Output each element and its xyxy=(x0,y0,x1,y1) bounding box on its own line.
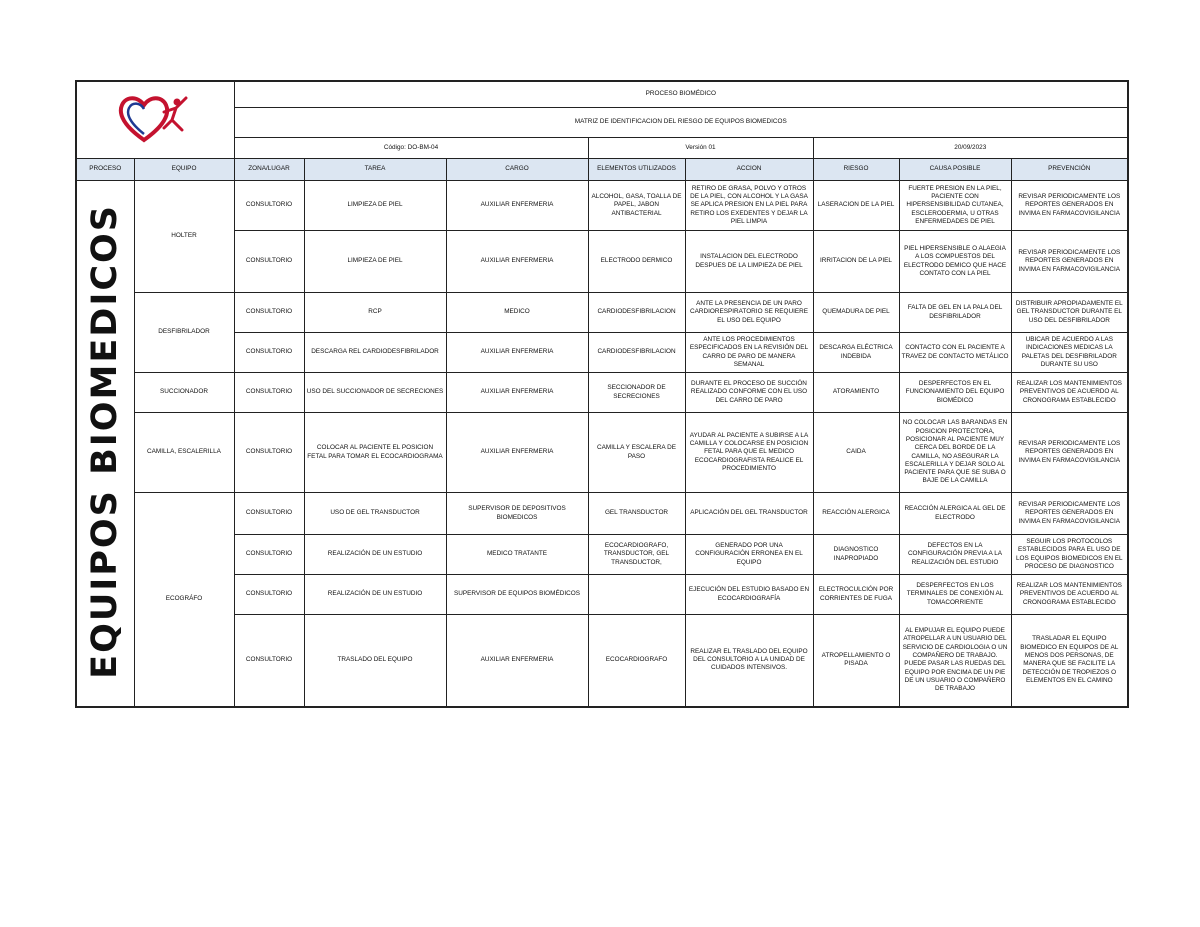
prevencion-cell: SEGUIR LOS PROTOCOLOS ESTABLECIDOS PARA EL USO DE LOS EQUIPOS BIOMEDICOS EN EL PROCESO DE DIAGNOSTICO xyxy=(1011,535,1128,575)
accion-cell: ANTE LA PRESENCIA DE UN PARO CARDIORESPIRATORIO SE REQUIERE EL USO DEL EQUIPO xyxy=(685,293,813,333)
cargo-cell: SUPERVISOR DE DEPOSITIVOS BIOMEDICOS xyxy=(446,493,588,535)
heart-figure-logo-icon xyxy=(114,90,196,146)
accion-cell: INSTALACION DEL ELECTRODO DESPUES DE LA LIMPIEZA DE PIEL xyxy=(685,231,813,293)
risk-matrix-table xyxy=(75,80,1129,708)
cargo-cell: SUPERVISOR DE EQUIPOS BIOMÉDICOS xyxy=(446,575,588,615)
zona-cell: CONSULTORIO xyxy=(234,575,304,615)
riesgo-cell: IRRITACION DE LA PIEL xyxy=(813,231,899,293)
causa-cell: NO COLOCAR LAS BARANDAS EN POSICION PROTECTORA, POSICIONAR AL PACIENTE MUY CERCA DEL BORDE DE LA CAMILLA, NO ASEGURAR LA ESCALERILLA Y DEJAR SOLO AL PACIENTE PARA QUE SE SUBA O BAJE DE LA CAMILLA xyxy=(899,413,1011,493)
prevencion-cell: DISTRIBUIR APROPIADAMENTE EL GEL TRANSDUCTOR DURANTE EL USO DEL DESFIBRILADOR xyxy=(1011,293,1128,333)
elementos-cell: SECCIONADOR DE SECRECIONES xyxy=(588,373,685,413)
prevencion-cell: REALIZAR LOS MANTENIMIENTOS PREVENTIVOS DE ACUERDO AL CRONOGRAMA ESTABLECIDO xyxy=(1011,373,1128,413)
causa-cell: REACCIÓN ALERGICA AL GEL DE ELECTRODO xyxy=(899,493,1011,535)
tarea-cell: USO DE GEL TRANSDUCTOR xyxy=(304,493,446,535)
prevencion-cell: REVISAR PERIODICAMENTE LOS REPORTES GENERADOS EN INVIMA EN FARMACOVIGILANCIA xyxy=(1011,413,1128,493)
tarea-cell: USO DEL SUCCIONADOR DE SECRECIONES xyxy=(304,373,446,413)
riesgo-cell: ATROPELLAMIENTO O PISADA xyxy=(813,615,899,707)
accion-cell: DURANTE EL PROCESO DE SUCCIÓN REALIZADO CONFORME CON EL USO DEL CARRO DE PARO xyxy=(685,373,813,413)
equipment-cell: SUCCIONADOR xyxy=(134,373,234,413)
elementos-cell xyxy=(588,575,685,615)
prevencion-cell: REVISAR PERIODICAMENTE LOS REPORTES GENERADOS EN INVIMA EN FARMACOVIGILANCIA xyxy=(1011,493,1128,535)
col-header-causa: CAUSA POSIBLE xyxy=(899,159,1011,181)
causa-cell: FALTA DE GEL EN LA PALA DEL DESFIBRILADOR xyxy=(899,293,1011,333)
causa-cell: PIEL HIPERSENSIBLE O ALAEGIA A LOS COMPUESTOS DEL ELECTRODO DEMICO QUE HACE CONTATO CON LA PIEL xyxy=(899,231,1011,293)
col-header-prevencion: PREVENCIÓN xyxy=(1011,159,1128,181)
cargo-cell: MEDICO TRATANTE xyxy=(446,535,588,575)
col-header-proceso: PROCESO xyxy=(76,159,134,181)
col-header-tarea: TAREA xyxy=(304,159,446,181)
equipment-cell: HOLTER xyxy=(134,181,234,293)
table-row xyxy=(76,575,1128,615)
riesgo-cell: DESCARGA ELÉCTRICA INDEBIDA xyxy=(813,333,899,373)
col-header-accion: ACCION xyxy=(685,159,813,181)
col-header-zona: ZONA/LUGAR xyxy=(234,159,304,181)
prevencion-cell: TRASLADAR EL EQUIPO BIOMEDICO EN EQUIPOS DE AL MENOS DOS PERSONAS, DE MANERA QUE SE FACILITE LA DETECCIÓN DE TROPIEZOS O ELEMENTOS EN EL CAMINO xyxy=(1011,615,1128,707)
accion-cell: APLICACIÓN DEL GEL TRANSDUCTOR xyxy=(685,493,813,535)
document-version: Versión 01 xyxy=(588,137,813,158)
causa-cell: AL EMPUJAR EL EQUIPO PUEDE ATROPELLAR A UN USUARIO DEL SERVICIO DE CARDIOLOGIA O UN COMPAÑERO DE TRABAJO. PUEDE PASAR LAS RUEDAS DEL EQUIPO POR ENCIMA DE UN PIE DE UN USUARIO O COMPAÑERO DE TRABAJO xyxy=(899,615,1011,707)
zona-cell: CONSULTORIO xyxy=(234,413,304,493)
causa-cell: DESPERFECTOS EN LOS TERMINALES DE CONEXIÓN AL TOMACORRIENTE xyxy=(899,575,1011,615)
riesgo-cell: DIAGNOSTICO INAPROPIADO xyxy=(813,535,899,575)
prevencion-cell: REVISAR PERIODICAMENTE LOS REPORTES GENERADOS EN INVIMA EN FARMACOVIGILANCIA xyxy=(1011,181,1128,231)
process-side-label xyxy=(76,181,134,707)
table-row xyxy=(76,231,1128,293)
prevencion-cell: REALIZAR LOS MANTENIMIENTOS PREVENTIVOS DE ACUERDO AL CRONOGRAMA ESTABLECIDO xyxy=(1011,575,1128,615)
table-row xyxy=(76,615,1128,707)
cargo-cell: AUXILIAR ENFERMERIA xyxy=(446,413,588,493)
col-header-cargo: CARGO xyxy=(446,159,588,181)
cargo-cell: MEDICO xyxy=(446,293,588,333)
table-row xyxy=(76,293,1128,333)
table-row xyxy=(76,373,1128,413)
prevencion-cell: REVISAR PERIODICAMENTE LOS REPORTES GENERADOS EN INVIMA EN FARMACOVIGILANCIA xyxy=(1011,231,1128,293)
prevencion-cell: UBICAR DE ACUERDO A LAS INDICACIONES MEDICAS LA PALETAS DEL DESFIBRILADOR DURANTE SU USO xyxy=(1011,333,1128,373)
zona-cell: CONSULTORIO xyxy=(234,373,304,413)
causa-cell: DESPERFECTOS EN EL FUNCIONAMIENTO DEL EQUIPO BIOMÉDICO xyxy=(899,373,1011,413)
tarea-cell: DESCARGA REL CARDIODESFIBRILADOR xyxy=(304,333,446,373)
process-title: PROCESO BIOMÉDICO xyxy=(234,81,1128,108)
tarea-cell: REALIZACIÓN DE UN ESTUDIO xyxy=(304,535,446,575)
document-date: 20/09/2023 xyxy=(813,137,1128,158)
accion-cell: AYUDAR AL PACIENTE A SUBIRSE A LA CAMILLA Y COLOCARSE EN POSICION FETAL PARA QUE EL MEDICO ECOCARDIOGRAFISTA REALICE EL PROCEDIMIENTO xyxy=(685,413,813,493)
zona-cell: CONSULTORIO xyxy=(234,333,304,373)
col-header-elementos: ELEMENTOS UTILIZADOS xyxy=(588,159,685,181)
accion-cell: ANTE LOS PROCEDIMIENTOS ESPECIFICADOS EN LA REVISIÓN DEL CARRO DE PARO DE MANERA SEMANAL xyxy=(685,333,813,373)
logo-cell xyxy=(76,81,234,159)
causa-cell: DEFECTOS EN LA CONFIGURACIÓN PREVIA A LA REALIZACIÓN DEL ESTUDIO xyxy=(899,535,1011,575)
tarea-cell: LIMPIEZA DE PIEL xyxy=(304,231,446,293)
riesgo-cell: CAIDA xyxy=(813,413,899,493)
zona-cell: CONSULTORIO xyxy=(234,535,304,575)
elementos-cell: ELECTRODO DERMICO xyxy=(588,231,685,293)
equipment-cell: CAMILLA, ESCALERILLA xyxy=(134,413,234,493)
elementos-cell: ECOCARDIOGRAFO xyxy=(588,615,685,707)
matrix-title: MATRIZ DE IDENTIFICACION DEL RIESGO DE EQUIPOS BIOMEDICOS xyxy=(234,108,1128,138)
riesgo-cell: ATORAMIENTO xyxy=(813,373,899,413)
elementos-cell: CAMILLA Y ESCALERA DE PASO xyxy=(588,413,685,493)
tarea-cell: TRASLADO DEL EQUIPO xyxy=(304,615,446,707)
riesgo-cell: REACCIÓN ALERGICA xyxy=(813,493,899,535)
side-label-text: EQUIPOS BIOMEDICOS xyxy=(84,204,125,679)
zona-cell: CONSULTORIO xyxy=(234,293,304,333)
riesgo-cell: QUEMADURA DE PIEL xyxy=(813,293,899,333)
cargo-cell: AUXILIAR ENFERMERIA xyxy=(446,181,588,231)
equipment-cell: ECOGRÁFO xyxy=(134,493,234,707)
tarea-cell: COLOCAR AL PACIENTE EL POSICION FETAL PARA TOMAR EL ECOCARDIOGRAMA xyxy=(304,413,446,493)
accion-cell: EJECUCIÓN DEL ESTUDIO BASADO EN ECOCARDIOGRAFÍA xyxy=(685,575,813,615)
equipment-cell: DESFIBRILADOR xyxy=(134,293,234,373)
table-row xyxy=(76,535,1128,575)
tarea-cell: LIMPIEZA DE PIEL xyxy=(304,181,446,231)
table-row xyxy=(76,333,1128,373)
document-code: Código: DO-BM-04 xyxy=(234,137,588,158)
causa-cell: FUERTE PRESION EN LA PIEL, PACIENTE CON HIPERSENSIBILIDAD CUTANEA, ESCLERODERMIA, U OTRAS ENFERMEDADES DE PIEL xyxy=(899,181,1011,231)
col-header-equipo: EQUIPO xyxy=(134,159,234,181)
cargo-cell: AUXILIAR ENFERMERIA xyxy=(446,373,588,413)
accion-cell: REALIZAR EL TRASLADO DEL EQUIPO DEL CONSULTORIO A LA UNIDAD DE CUIDADOS INTENSIVOS. xyxy=(685,615,813,707)
cargo-cell: AUXILIAR ENFERMERIA xyxy=(446,333,588,373)
elementos-cell: ALCOHOL, GASA, TOALLA DE PAPEL, JABON ANTIBACTERIAL xyxy=(588,181,685,231)
table-row xyxy=(76,493,1128,535)
zona-cell: CONSULTORIO xyxy=(234,231,304,293)
causa-cell: CONTACTO CON EL PACIENTE A TRAVEZ DE CONTACTO METÁLICO xyxy=(899,333,1011,373)
elementos-cell: GEL TRANSDUCTOR xyxy=(588,493,685,535)
cargo-cell: AUXILIAR ENFERMERIA xyxy=(446,231,588,293)
table-row xyxy=(76,413,1128,493)
cargo-cell: AUXILIAR ENFERMERIA xyxy=(446,615,588,707)
tarea-cell: REALIZACIÓN DE UN ESTUDIO xyxy=(304,575,446,615)
zona-cell: CONSULTORIO xyxy=(234,615,304,707)
elementos-cell: ECOCARDIOGRAFO, TRANSDUCTOR, GEL TRANSDUCTOR, xyxy=(588,535,685,575)
elementos-cell: CARDIODESFIBRILACION xyxy=(588,293,685,333)
zona-cell: CONSULTORIO xyxy=(234,181,304,231)
elementos-cell: CARDIODESFIBRILACION xyxy=(588,333,685,373)
riesgo-cell: ELECTROCULCIÓN POR CORRIENTES DE FUGA xyxy=(813,575,899,615)
accion-cell: RETIRO DE GRASA, POLVO Y OTROS DE LA PIEL, CON ALCOHOL Y LA GASA SE APLICA PRESION EN LA PIEL PARA RETIRO LOS EXEDENTES Y DEJAR LA PIEL LIMPIA xyxy=(685,181,813,231)
table-row xyxy=(76,181,1128,231)
tarea-cell: RCP xyxy=(304,293,446,333)
riesgo-cell: LASERACION DE LA PIEL xyxy=(813,181,899,231)
zona-cell: CONSULTORIO xyxy=(234,493,304,535)
col-header-riesgo: RIESGO xyxy=(813,159,899,181)
accion-cell: GENERADO POR UNA CONFIGURACIÓN ERRONEA EN EL EQUIPO xyxy=(685,535,813,575)
